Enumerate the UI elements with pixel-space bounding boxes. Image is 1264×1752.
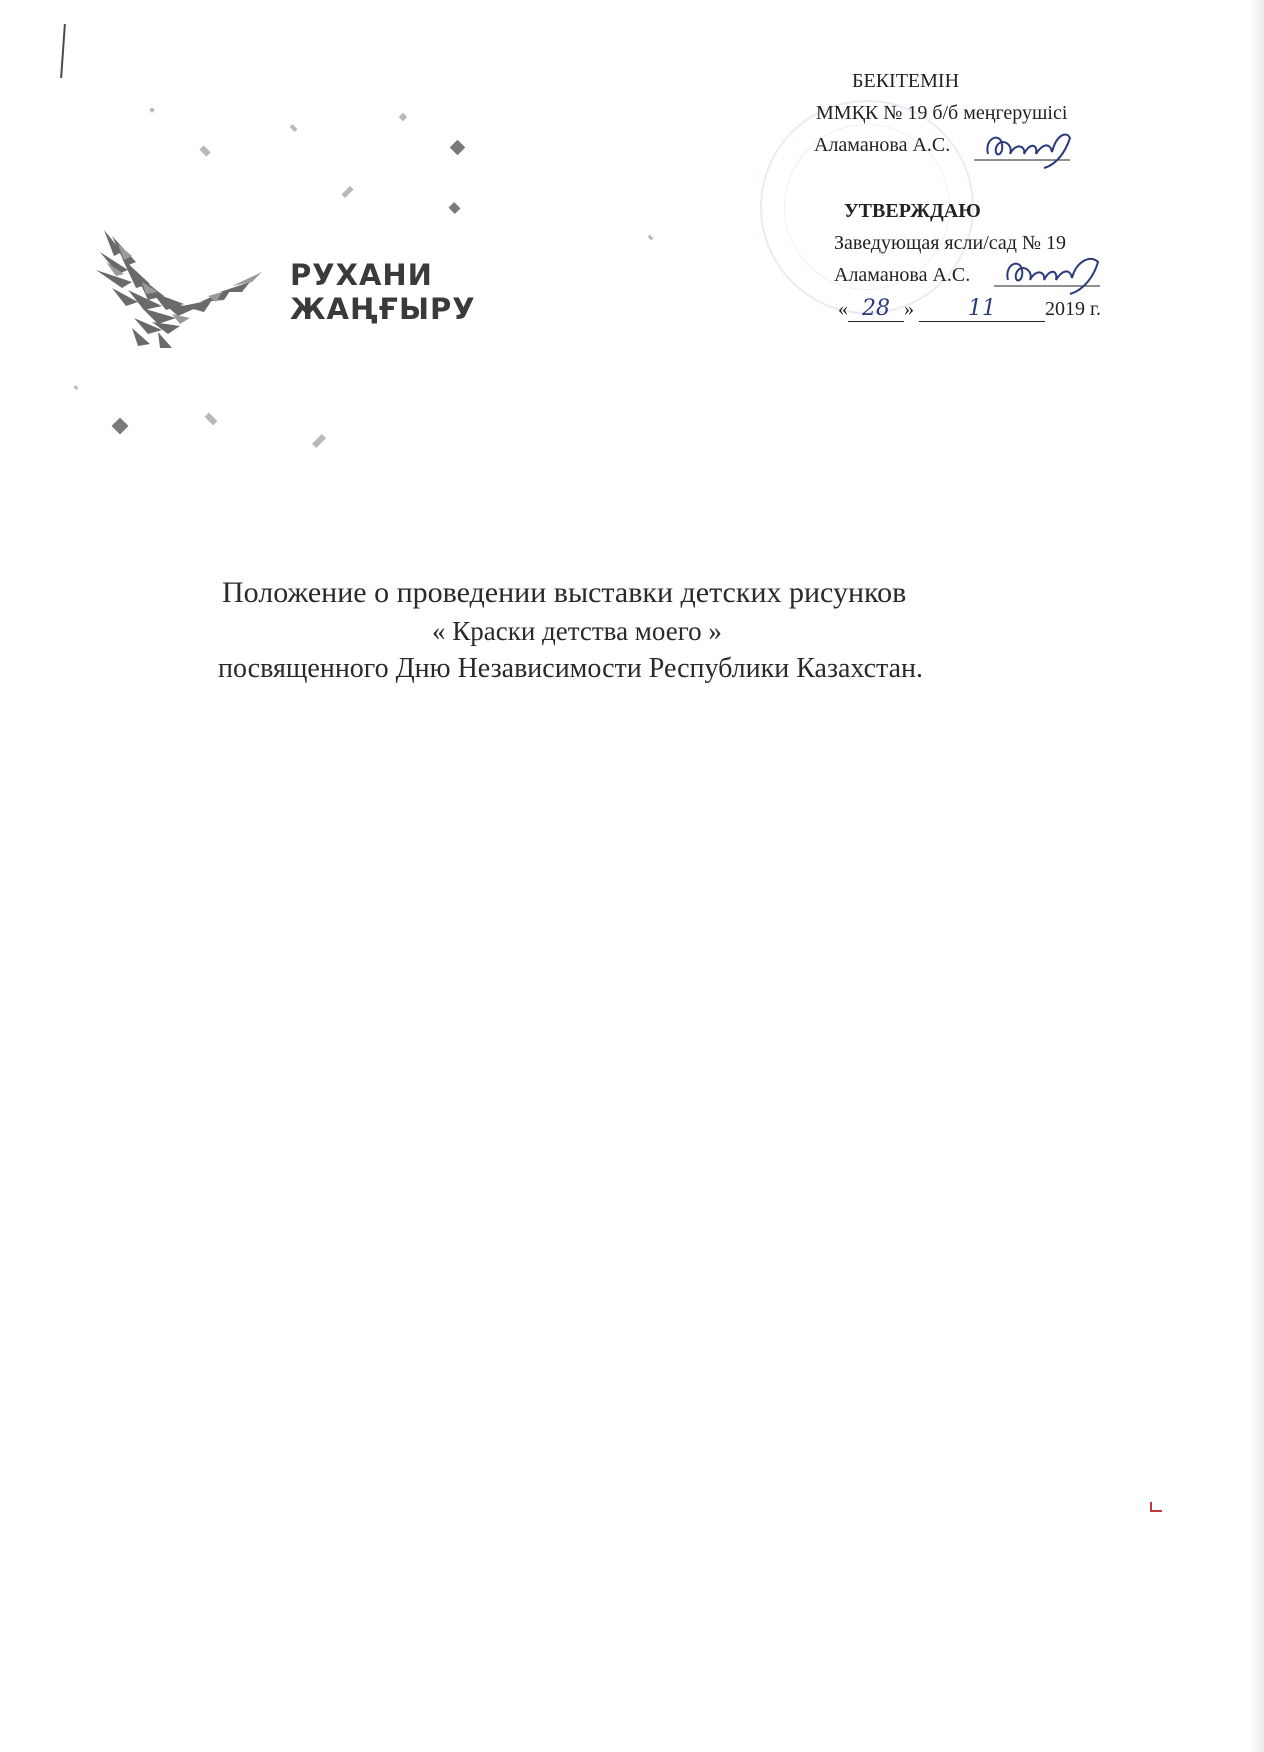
date-month: 11 xyxy=(919,296,1045,322)
scan-artifact-line xyxy=(60,24,66,78)
title-line-2: « Краски детства моего » xyxy=(432,616,722,646)
approval-name-kz: Аламанова А.С. xyxy=(814,134,951,156)
title-line-1: Положение о проведении выставки детских рисунков xyxy=(222,576,907,609)
approval-heading-ru: УТВЕРЖДАЮ xyxy=(844,200,981,222)
signature-icon xyxy=(970,124,1080,172)
decor-speck xyxy=(399,113,407,121)
decor-speck xyxy=(149,107,155,113)
title-line-3: посвященного Дню Независимости Республики Казахстан. xyxy=(218,653,924,684)
approval-name-ru: Аламанова А.С. xyxy=(834,264,971,286)
rukhani-zhangyru-logo xyxy=(92,222,476,352)
date-day: 28 xyxy=(848,296,904,322)
logo-line-1: РУХАНИ xyxy=(290,258,433,292)
decor-speck xyxy=(112,418,129,435)
logo-line-2: ЖАҢҒЫРУ xyxy=(290,292,476,326)
decor-speck xyxy=(448,202,460,214)
date-year: 2019 г. xyxy=(1045,298,1101,320)
decor-speck xyxy=(74,385,79,390)
decor-speck xyxy=(341,186,353,198)
date-open-quote: « xyxy=(838,298,848,320)
approval-block xyxy=(800,70,1200,330)
approval-position-ru: Заведующая ясли/сад № 19 xyxy=(834,232,1067,254)
signature-icon xyxy=(990,250,1110,298)
decor-speck xyxy=(205,413,218,426)
decor-speck xyxy=(648,235,654,241)
approval-heading-kz: БЕКІТЕМІН xyxy=(852,70,960,92)
date-close-quote: » xyxy=(904,298,914,320)
logo-wordmark xyxy=(290,258,476,326)
eagle-icon xyxy=(92,222,282,352)
decor-speck xyxy=(450,140,466,156)
red-pen-mark xyxy=(1150,1502,1162,1512)
decor-speck xyxy=(199,145,210,156)
approval-date xyxy=(838,296,1101,322)
decor-speck xyxy=(312,434,326,448)
decor-speck xyxy=(290,124,298,132)
approval-position-kz: ММҚК № 19 б/б меңгерушісі xyxy=(816,102,1068,124)
scan-edge-shadow xyxy=(1250,0,1264,1752)
